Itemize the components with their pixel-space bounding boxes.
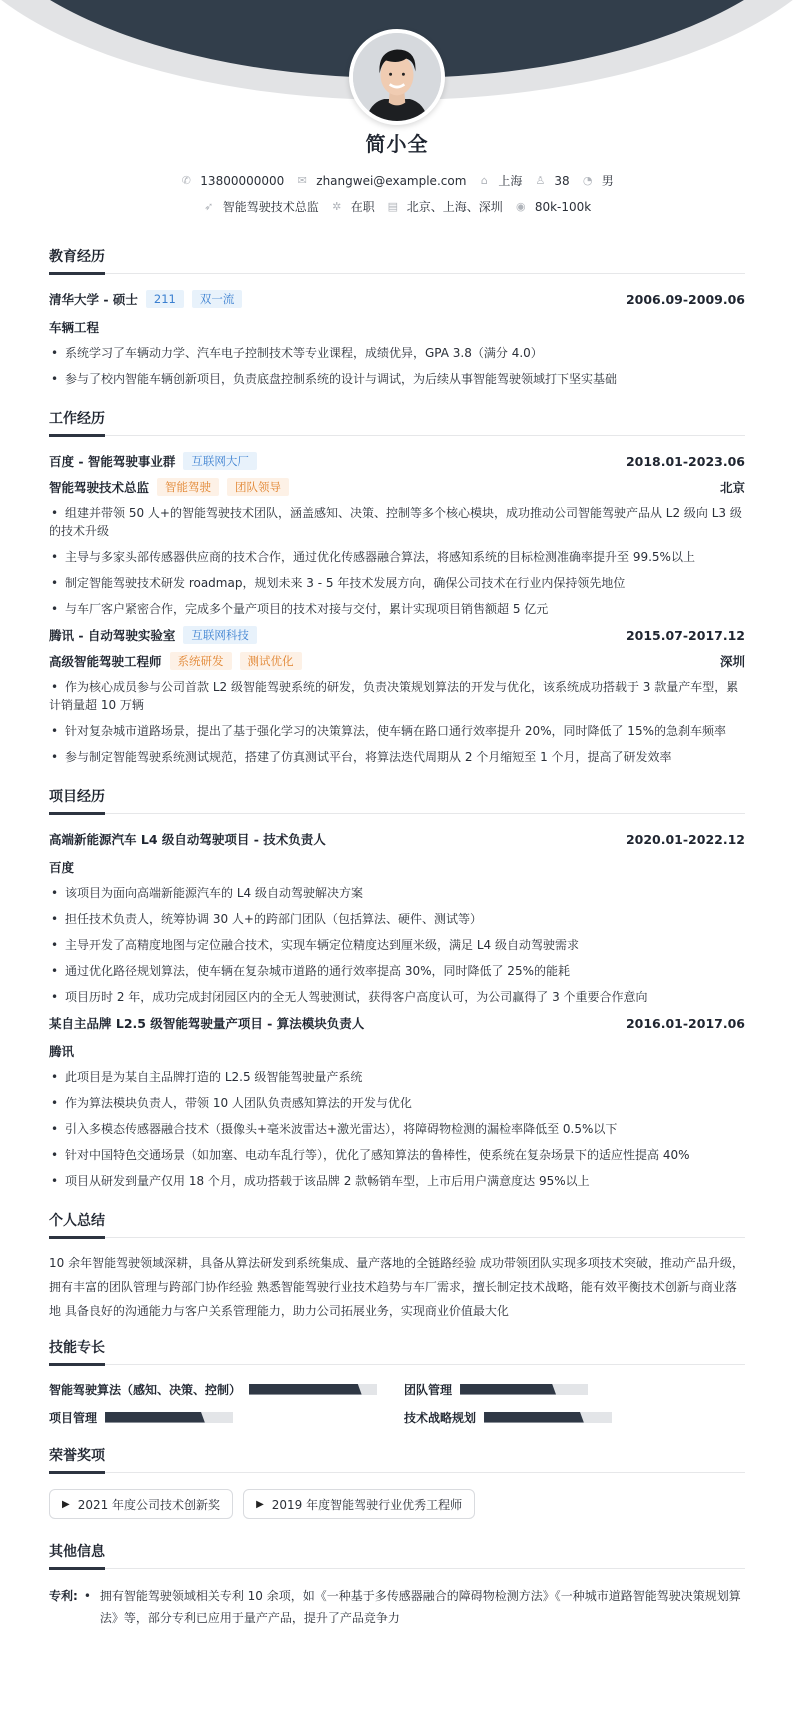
school-tag: 双一流	[192, 290, 243, 308]
list-item: • 系统学习了车辆动力学、汽车电子控制技术等专业课程，成绩优异，GPA 3.8（满分 4.0）	[49, 344, 745, 362]
project-item	[49, 1014, 745, 1190]
skill-bar	[249, 1384, 377, 1395]
company-name: 百度 - 智能驾驶事业群	[49, 454, 176, 469]
section-title: 教育经历	[49, 246, 745, 274]
award-label: 2019 年度智能驾驶行业优秀工程师	[271, 1497, 463, 1512]
gender-item	[582, 172, 614, 189]
awards-list	[49, 1489, 745, 1519]
list-item: • 此项目是为某自主品牌打造的 L2.5 级智能驾驶量产系统	[49, 1068, 745, 1086]
resume-content	[49, 246, 745, 1629]
position-title: 高级智能驾驶工程师	[49, 654, 162, 669]
list-item: • 担任技术负责人，统筹协调 30 人+的跨部门团队（包括算法、硬件、测试等）	[49, 910, 745, 928]
list-item: • 针对复杂城市道路场景，提出了基于强化学习的决策算法，使车辆在路口通行效率提升 20%，同时降低了 15%的急刹车频率	[49, 722, 745, 740]
education-header-row	[49, 290, 745, 308]
salary-text: 80k-100k	[534, 199, 592, 214]
skill-bar-fill	[460, 1384, 556, 1395]
building-icon: ▤	[387, 200, 398, 213]
project-item	[49, 830, 745, 1006]
phone-number: 13800000000	[200, 173, 285, 188]
salary-item	[515, 200, 591, 214]
section-title: 技能专长	[49, 1337, 745, 1365]
location-text: 上海	[498, 174, 523, 188]
candidate-name: 简小全	[365, 132, 429, 156]
position-tag: 智能驾驶	[157, 478, 219, 496]
position-tag: 系统研发	[170, 652, 232, 670]
awards-section	[49, 1445, 745, 1519]
summary-section	[49, 1210, 745, 1323]
list-item: • 主导与多家头部传感器供应商的技术合作，通过优化传感器融合算法，将感知系统的目标检测准确率提升至 99.5%以上	[49, 548, 745, 566]
target-city-text: 北京、上海、深圳	[406, 200, 503, 214]
project-org: 百度	[49, 860, 75, 875]
list-item: • 引入多模态传感器融合技术（摄像头+毫米波雷达+激光雷达），将障碍物检测的漏检率降低至 0.5%以下	[49, 1120, 745, 1138]
project-header-row	[49, 1014, 745, 1032]
skill-bar	[460, 1384, 588, 1395]
summary-text: 10 余年智能驾驶领域深耕，具备从算法研发到系统集成、量产落地的全链路经验 成功带领团队实现多项技术突破，推动产品升级，拥有丰富的团队管理与跨部门协作经验 熟悉智能驾驶行业技术趋势与车厂需求，擅长制定技术战略，能有效平衡技术创新与商业落地 具备良好的沟通能力与客户关系管理能力，助力公司拓展业务，实现商业价值最大化	[49, 1256, 744, 1318]
skill-bar	[484, 1412, 612, 1423]
list-item: • 作为算法模块负责人，带领 10 人团队负责感知算法的开发与优化	[49, 1094, 745, 1112]
target-city-item	[387, 198, 503, 215]
project-bullets	[49, 1068, 745, 1190]
section-title: 个人总结	[49, 1210, 745, 1238]
other-key: 专利:	[49, 1589, 78, 1603]
position-tag: 团队领导	[227, 478, 289, 496]
list-item: • 通过优化路径规划算法，使车辆在复杂城市道路的通行效率提高 30%，同时降低了 25%的能耗	[49, 962, 745, 980]
education-date: 2006.09-2009.06	[625, 291, 745, 307]
education-bullets	[49, 344, 745, 388]
skill-label: 团队管理	[404, 1382, 453, 1397]
send-icon: ➶	[204, 200, 214, 213]
other-value: • 拥有智能驾驶领域相关专利 10 余项，如《一种基于多传感器融合的障碍物检测方法》《一种城市道路智能驾驶决策规划算法》等，部分专利已应用于量产产品，提升了产品竞争力	[78, 1585, 745, 1629]
contact-row-1	[0, 172, 794, 189]
skill-item	[49, 1381, 404, 1397]
skill-item	[49, 1409, 404, 1425]
target-position-text: 智能驾驶技术总监	[222, 200, 319, 214]
location-item	[478, 172, 522, 189]
email-address: zhangwei@example.com	[316, 173, 467, 188]
target-position-item	[203, 198, 319, 215]
age-text: 38	[554, 173, 570, 188]
company-tag: 互联网大厂	[183, 452, 257, 470]
position-tag: 测试优化	[240, 652, 302, 670]
triangle-right-icon: ▶	[62, 1498, 70, 1510]
projects-section	[49, 786, 745, 1190]
triangle-right-icon: ▶	[256, 1498, 264, 1510]
phone-item	[180, 174, 284, 188]
project-bullets	[49, 884, 745, 1006]
list-item: • 主导开发了高精度地图与定位融合技术，实现车辆定位精度达到厘米级，满足 L4 级自动驾驶需求	[49, 936, 745, 954]
other-section	[49, 1541, 745, 1629]
work-item	[49, 452, 745, 618]
school-tag: 211	[146, 290, 184, 308]
project-date: 2016.01-2017.06	[625, 1015, 745, 1031]
age-icon: ♙	[535, 174, 546, 187]
skill-bar-fill	[249, 1384, 362, 1395]
contact-row-2	[0, 198, 794, 215]
list-item: • 该项目为面向高端新能源汽车的 L4 级自动驾驶解决方案	[49, 884, 745, 902]
list-item: • 参与制定智能驾驶系统测试规范，搭建了仿真测试平台，将算法迭代周期从 2 个月缩短至 1 个月，提高了研发效率	[49, 748, 745, 766]
company-name: 腾讯 - 自动驾驶实验室	[49, 628, 176, 643]
home-icon: ⌂	[480, 174, 488, 187]
work-date: 2015.07-2017.12	[625, 627, 745, 643]
work-bullets	[49, 504, 745, 618]
section-title: 项目经历	[49, 786, 745, 814]
position-row	[49, 652, 745, 670]
list-item: • 项目历时 2 年，成功完成封闭园区内的全无人驾驶测试，获得客户高度认可，为公司赢得了 3 个重要合作意向	[49, 988, 745, 1006]
avatar-photo-icon	[353, 33, 441, 121]
award-item	[243, 1489, 475, 1519]
list-item: • 针对中国特色交通场景（如加塞、电动车乱行等），优化了感知算法的鲁棒性，使系统在复杂场景下的适应性提高 40%	[49, 1146, 745, 1164]
school-name: 清华大学 - 硕士	[49, 292, 138, 307]
list-item: • 与车厂客户紧密合作，完成多个量产项目的技术对接与交付，累计实现项目销售额超 5 亿元	[49, 600, 745, 618]
work-section	[49, 408, 745, 766]
project-header-row	[49, 830, 745, 848]
award-item	[49, 1489, 233, 1519]
award-label: 2021 年度公司技术创新奖	[77, 1497, 221, 1512]
list-item: • 项目从研发到量产仅用 18 个月，成功搭载于该品牌 2 款畅销车型，上市后用户满意度达 95%以上	[49, 1172, 745, 1190]
skill-bar	[105, 1412, 233, 1423]
phone-icon: ✆	[181, 174, 191, 187]
skill-bar-fill	[105, 1412, 205, 1423]
list-item: • 作为核心成员参与公司首款 L2 级智能驾驶系统的研发，负责决策规划算法的开发与优化，该系统成功搭载于 3 款量产车型，累计销量超 10 万辆	[49, 678, 745, 714]
work-bullets	[49, 678, 745, 766]
project-name: 某自主品牌 L2.5 级智能驾驶量产项目 - 算法模块负责人	[49, 1016, 365, 1031]
skill-label: 技术战略规划	[404, 1410, 477, 1425]
work-header-row	[49, 626, 745, 644]
skill-bar-fill	[484, 1412, 584, 1423]
age-item	[534, 174, 569, 188]
work-header-row	[49, 452, 745, 470]
list-item: • 参与了校内智能车辆创新项目，负责底盘控制系统的设计与调试，为后续从事智能驾驶领域打下坚实基础	[49, 370, 745, 388]
status-text: 在职	[350, 200, 375, 214]
status-item	[331, 198, 375, 215]
work-city: 深圳	[719, 654, 745, 669]
status-icon: ✲	[332, 200, 342, 213]
project-date: 2020.01-2022.12	[625, 831, 745, 847]
salary-icon: ◉	[516, 200, 526, 213]
project-org: 腾讯	[49, 1044, 75, 1059]
education-section	[49, 246, 745, 388]
other-item	[49, 1585, 745, 1629]
company-tag: 互联网科技	[183, 626, 257, 644]
skills-grid	[49, 1381, 745, 1425]
email-item	[296, 174, 466, 188]
skill-label: 项目管理	[49, 1410, 98, 1425]
gender-text: 男	[601, 174, 614, 188]
avatar	[349, 29, 445, 125]
list-item: • 制定智能驾驶技术研发 roadmap，规划未来 3 - 5 年技术发展方向，确保公司技术在行业内保持领先地位	[49, 574, 745, 592]
skill-item	[404, 1409, 744, 1425]
major: 车辆工程	[49, 320, 100, 335]
section-title: 荣誉奖项	[49, 1445, 745, 1473]
project-name: 高端新能源汽车 L4 级自动驾驶项目 - 技术负责人	[49, 832, 326, 847]
position-row	[49, 478, 745, 496]
work-item	[49, 626, 745, 766]
section-title: 工作经历	[49, 408, 745, 436]
skills-section	[49, 1337, 745, 1425]
list-item: • 组建并带领 50 人+的智能驾驶技术团队，涵盖感知、决策、控制等多个核心模块，成功推动公司智能驾驶产品从 L2 级向 L3 级的技术升级	[49, 504, 745, 540]
skill-label: 智能驾驶算法（感知、决策、控制）	[49, 1382, 242, 1397]
skill-item	[404, 1381, 744, 1397]
work-date: 2018.01-2023.06	[625, 453, 745, 469]
mail-icon: ✉	[297, 174, 307, 187]
gender-icon: ◔	[582, 174, 593, 187]
position-title: 智能驾驶技术总监	[49, 480, 150, 495]
section-title: 其他信息	[49, 1541, 745, 1569]
work-city: 北京	[719, 480, 745, 495]
